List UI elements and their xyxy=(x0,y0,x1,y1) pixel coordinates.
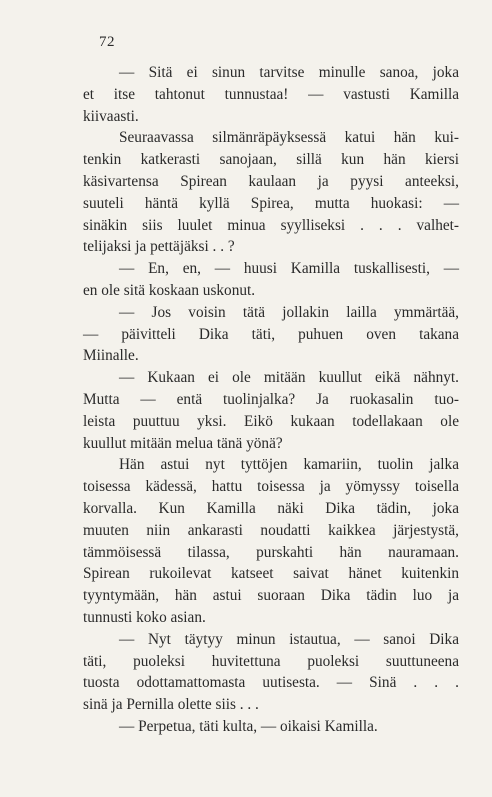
text-line: Mutta — entä tuolinjalka? Ja ruokasalin tuo- xyxy=(83,390,459,408)
text-line: tuosta odottamattomasta uutisesta. — Sinä . . . xyxy=(83,674,459,692)
text-line: — Kukaan ei ole mitään kuullut eikä nähnyt. xyxy=(119,369,459,387)
text-line: — päivitteli Dika täti, puhuen oven takana xyxy=(83,325,459,343)
text-line: — Jos voisin tätä jollakin lailla ymmärtää, xyxy=(119,303,459,321)
text-line: täti, puoleksi huvitettuna puoleksi suuttuneena xyxy=(83,652,459,670)
text-line: — En, en, — huusi Kamilla tuskallisesti, — xyxy=(119,260,459,278)
text-line: et itse tahtonut tunnustaa! — vastusti Kamilla xyxy=(83,85,459,103)
text-line: Seuraavassa silmänräpäyksessä katui hän kui- xyxy=(119,129,459,147)
text-line: kuullut mitään melua tänä yönä? xyxy=(83,434,283,452)
text-line: tyyntymään, hän astui suoraan Dika tädin luo ja xyxy=(83,587,459,605)
text-line: sinä ja Pernilla olette siis . . . xyxy=(83,696,259,714)
text-line: suuteli häntä kyllä Spirea, mutta huokasi: — xyxy=(83,194,459,212)
text-line: kiivaasti. xyxy=(83,107,139,125)
body-text xyxy=(83,62,459,738)
text-line: sinäkin siis luulet minua syylliseksi . . . valhet- xyxy=(83,216,459,234)
text-line: leista puuttuu yksi. Eikö kukaan todellakaan ole xyxy=(83,412,459,430)
text-line: tunnusti koko asian. xyxy=(83,608,206,626)
text-line: telijaksi ja pettäjäksi . . ? xyxy=(83,238,235,256)
text-line: Miinalle. xyxy=(83,347,139,365)
text-line: en ole sitä koskaan uskonut. xyxy=(83,281,256,299)
text-line: tämmöisessä tilassa, purskahti hän nauramaan. xyxy=(83,543,459,561)
text-line: toisessa kädessä, hattu toisessa ja yömyssy toisella xyxy=(83,478,459,496)
text-line: — Nyt täytyy minun istautua, — sanoi Dika xyxy=(119,630,459,648)
text-line: käsivartensa Spirean kaulaan ja pyysi anteeksi, xyxy=(83,172,459,190)
text-line: Spirean rukoilevat katseet saivat hänet kuitenkin xyxy=(83,565,459,583)
text-line: korvalla. Kun Kamilla näki Dika tädin, joka xyxy=(83,499,459,517)
text-line: — Sitä ei sinun tarvitse minulle sanoa, joka xyxy=(119,64,459,81)
text-line: tenkin katkerasti sanojaan, sillä kun hän kiersi xyxy=(83,151,459,169)
text-line: Hän astui nyt tyttöjen kamariin, tuolin jalka xyxy=(119,456,459,474)
text-line: muuten niin ankarasti noudatti kaikkea järjestystä, xyxy=(83,521,459,539)
text-line: — Perpetua, täti kulta, — oikaisi Kamilla. xyxy=(119,717,378,735)
page-number: 72 xyxy=(99,34,115,50)
